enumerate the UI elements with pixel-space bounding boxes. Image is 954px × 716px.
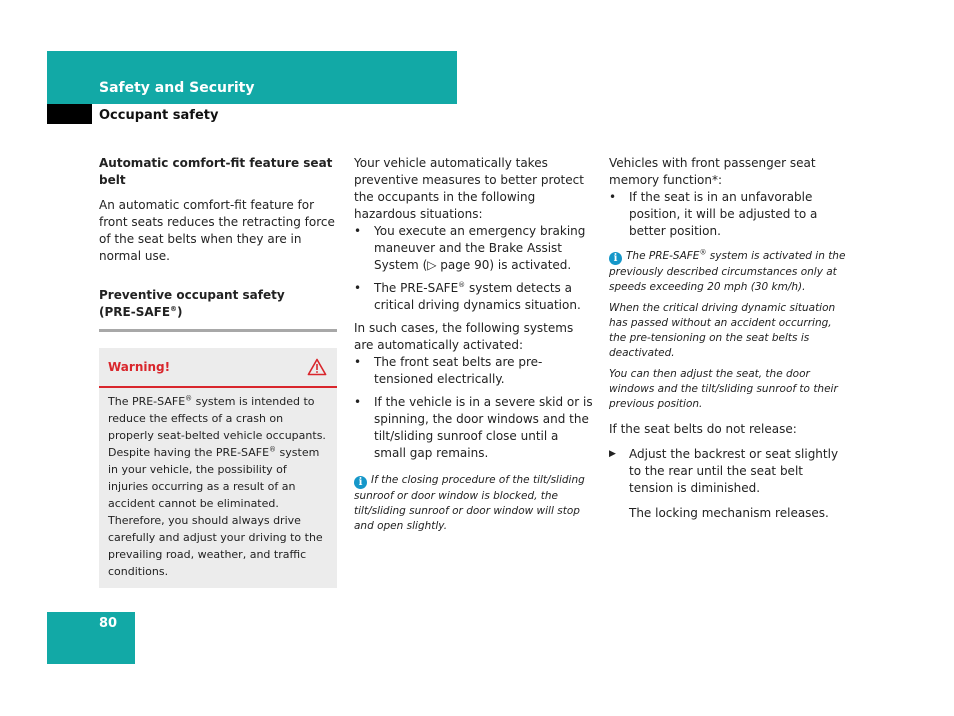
registered-mark: ® <box>458 281 466 289</box>
bullet2-text-a: The PRE-SAFE <box>374 281 459 295</box>
activated-list <box>354 354 594 462</box>
heading-comfort-fit: Automatic comfort-fit feature seat belt <box>99 156 333 187</box>
page-number: 80 <box>99 616 118 631</box>
list-item <box>354 280 594 314</box>
note-closing-text: If the closing procedure of the tilt/sliding sunroof or door window is blocked, the tilt/sliding sunroof or door window will stop and open slightly. <box>354 474 585 532</box>
note1-text-b: system is activated in the previously described circumstances only at speeds exceeding 20 mph (30 km/h). <box>609 250 846 293</box>
note-presafe-speed <box>609 249 849 295</box>
step-arrow-icon: ▶ <box>609 449 616 459</box>
column-right <box>609 155 849 522</box>
bullet1-text-b: ) is activated. <box>489 258 572 272</box>
step-result: The locking mechanism releases. <box>629 506 829 520</box>
para-memory-intro: Vehicles with front passenger seat memory function*: <box>609 156 816 187</box>
note-adjust: You can then adjust the seat, the door windows and the tilt/sliding sunroof to their previous position. <box>609 368 838 410</box>
para-cases: In such cases, the following systems are automatically activated: <box>354 321 574 352</box>
subsection-title: Occupant safety <box>99 108 219 123</box>
list-item: • The front seat belts are pre-tensioned electrically. <box>354 354 594 388</box>
instruction-step <box>609 446 849 497</box>
heading-presafe-suffix: ) <box>177 305 183 319</box>
hazard-list <box>354 223 594 314</box>
heading-preventive-line1: Preventive occupant safety <box>99 288 285 302</box>
list-item: • If the vehicle is in a severe skid or is spinning, the door windows and the tilt/sliding sunroof close until a small gap remains. <box>354 394 594 462</box>
section-rule <box>99 329 337 332</box>
page-number-tab <box>47 612 135 664</box>
page-reference: ▷ page 90 <box>427 258 490 272</box>
warning-text-3: system in your vehicle, the possibility of injuries occurring as a result of an accident cannot be eliminated. Therefore, you should always drive carefully and adjust your driving to the prevailing road, weather, and traffic conditions. <box>108 446 323 578</box>
section-marker <box>47 104 92 124</box>
seat-list <box>609 189 849 240</box>
column-left <box>99 155 337 588</box>
info-icon: i <box>354 476 367 489</box>
list-item: • If the seat is in an unfavorable position, it will be adjusted to a better position. <box>609 189 849 240</box>
warning-text-1: The PRE-SAFE <box>108 395 186 408</box>
column-middle <box>354 155 594 534</box>
heading-preventive-safety <box>99 287 337 321</box>
step-text: Adjust the backrest or seat slightly to the rear until the seat belt tension is diminished. <box>629 447 839 495</box>
registered-mark: ® <box>170 305 178 313</box>
para-release: If the seat belts do not release: <box>609 422 797 436</box>
registered-mark: ® <box>269 445 277 454</box>
warning-triangle-icon <box>307 358 327 376</box>
heading-presafe-prefix: (PRE-SAFE <box>99 305 171 319</box>
header-band <box>47 51 457 104</box>
info-icon: i <box>609 252 622 265</box>
warning-box <box>99 348 337 588</box>
warning-header <box>99 348 337 388</box>
note-deactivated: When the critical driving dynamic situation has passed without an accident occurring, the pre-tensioning on the seat belts is deactivated. <box>609 302 836 359</box>
para-comfort-fit: An automatic comfort-fit feature for front seats reduces the retracting force of the seat belts when they are in normal use. <box>99 198 335 263</box>
registered-mark: ® <box>699 248 707 257</box>
section-title: Safety and Security <box>99 80 255 96</box>
warning-label: Warning! <box>108 359 171 374</box>
registered-mark: ® <box>185 394 193 403</box>
warning-text-2: system is intended to reduce the effects of a crash on properly seat-belted vehicle occupants. Despite having the PRE-SAFE <box>108 395 326 459</box>
bullet1-text-a: You execute an emergency braking maneuver and the Brake Assist System ( <box>374 224 586 272</box>
list-item <box>354 223 594 274</box>
para-preventive-intro: Your vehicle automatically takes preventive measures to better protect the occupants in the following hazardous situations: <box>354 156 584 221</box>
note-closing <box>354 473 594 534</box>
warning-body <box>99 388 337 588</box>
note1-text-a: The PRE-SAFE <box>626 250 700 262</box>
bullet2-text-b: system detects a critical driving dynamics situation. <box>374 281 581 312</box>
